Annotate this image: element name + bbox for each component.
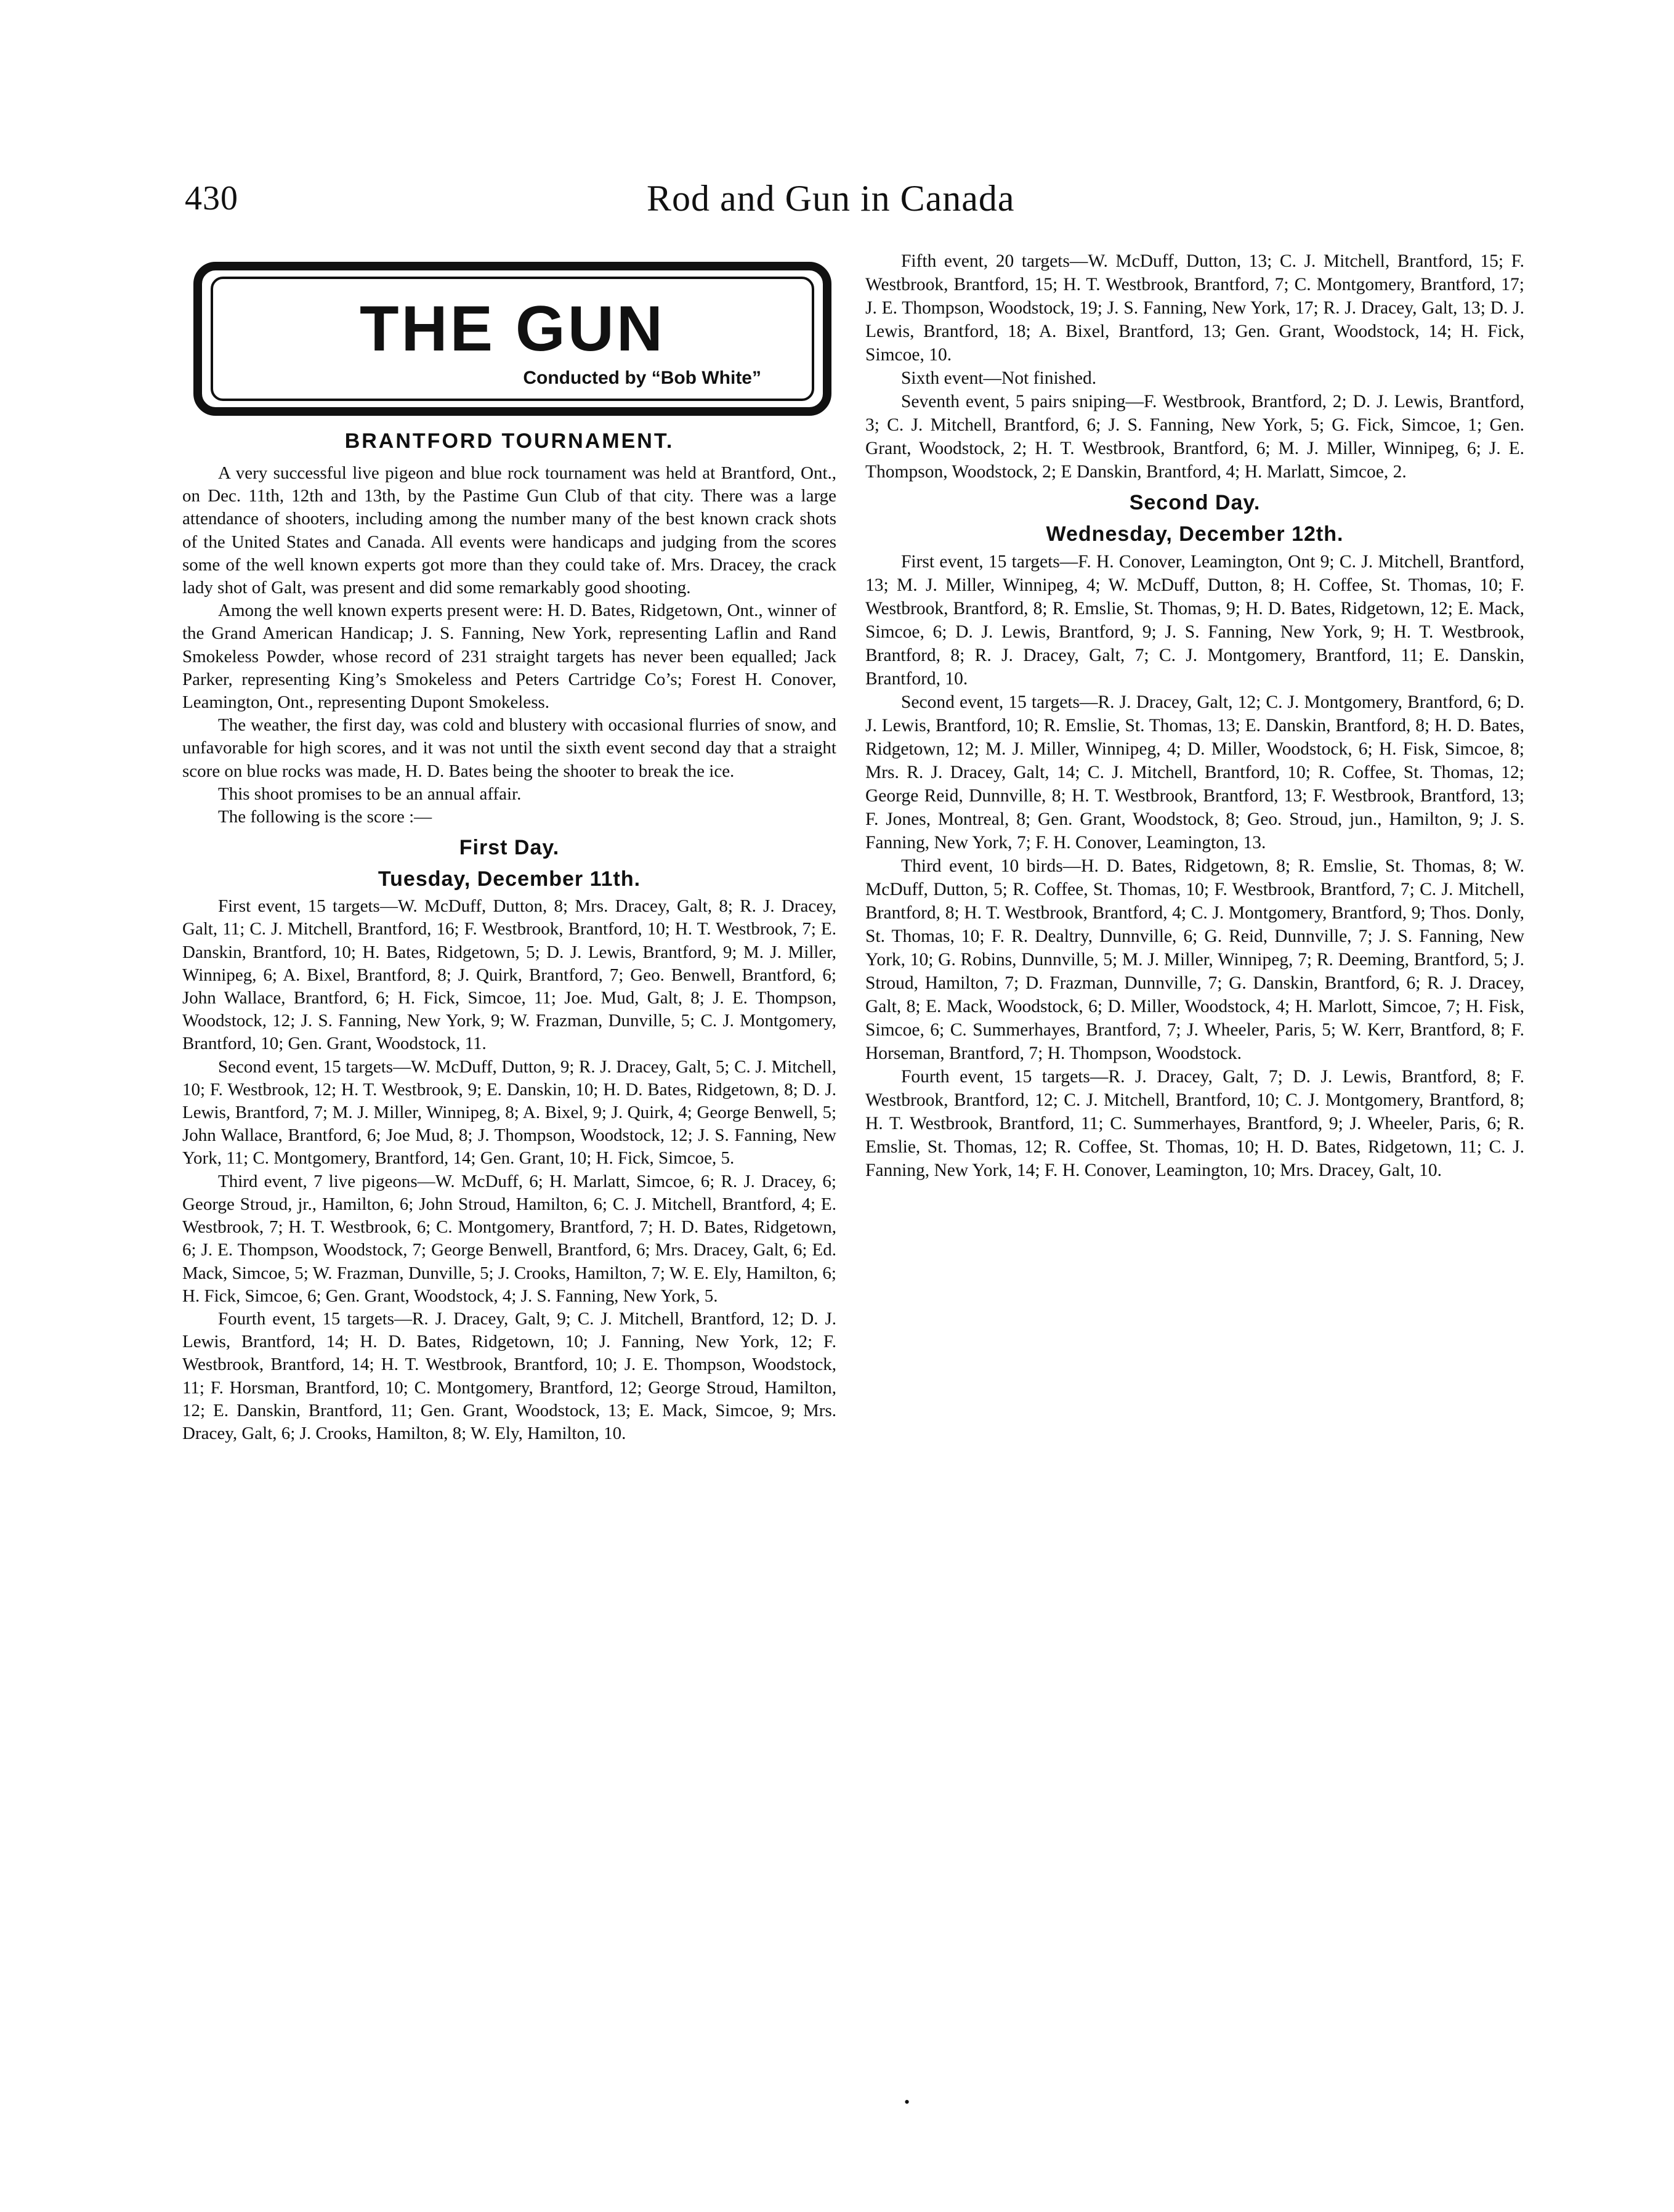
left-column [182, 262, 836, 1445]
event-result: Fifth event, 20 targets—W. McDuff, Dutton, 13; C. J. Mitchell, Brantford, 15; F. Westbrook, Brantford, 15; H. T. Westbrook, Brantford, 7; C. Montgomery, Brantford, 17; J. E. Thompson, Woodstock, 19; J. S. Fanning, New York, 17; R. J. Dracey, Galt, 13; D. J. Lewis, Brantford, 18; A. Bixel, Brantford, 13; Gen. Grant, Woodstock, 14; H. Fick, Simcoe, 10. [865, 251, 1524, 365]
section-banner [193, 262, 831, 416]
day-heading: First Day. [459, 836, 560, 860]
day-heading: Second Day. [1129, 491, 1261, 514]
event-result: Fourth event, 15 targets—R. J. Dracey, Galt, 7; D. J. Lewis, Brantford, 8; F. Westbrook, Brantford, 12; C. J. Mitchell, Brantford, 10; C. J. Montgomery, Brantford, 8; H. T. Westbrook, Brantford, 11; C. Summerhayes, Brantford, 9; J. Wheeler, Paris, 6; R. Emslie, St. Thomas, 12; R. Coffee, St. Thomas, 10; H. D. Bates, Ridgetown, 11; C. J. Fanning, New York, 14; F. H. Conover, Leamington, 10; Mrs. Dracey, Galt, 10. [865, 1067, 1524, 1180]
intro-paragraph: Among the well known experts present were: H. D. Bates, Ridgetown, Ont., winner of the Grand American Handicap; J. S. Fanning, New York, representing Laflin and Rand Smokeless Powder, whose record of 231 straight targets has never been equalled; Jack Parker, representing King’s Smokeless and Peters Cartridge Co’s; Forest H. Conover, Leamington, Ont., representing Dupont Smokeless. [182, 601, 836, 713]
event-result: Second event, 15 targets—W. McDuff, Dutton, 9; R. J. Dracey, Galt, 5; C. J. Mitchell, 10; F. Westbrook, 12; H. T. Westbrook, 9; E. Danskin, 10; H. D. Bates, Ridgetown, 8; D. J. Lewis, Brantford, 7; M. J. Miller, Winnipeg, 8; A. Bixel, 9; J. Quirk, 4; George Benwell, 5; John Wallace, Brantford, 6; Joe Mud, 8; J. Thompson, Woodstock, 12; J. S. Fanning, New York, 11; C. Montgomery, Brantford, 14; Gen. Grant, 10; H. Fick, Simcoe, 5. [182, 1056, 836, 1169]
article-title: BRANTFORD TOURNAMENT. [344, 429, 674, 453]
event-result: Second event, 15 targets—R. J. Dracey, Galt, 12; C. J. Montgomery, Brantford, 6; D. J. Lewis, Brantford, 10; R. Emslie, St. Thomas, 13; E. Danskin, Brantford, 8; H. D. Bates, Ridgetown, 12; M. J. Miller, Winnipeg, 4; D. Miller, Woodstock, 6; H. Fisk, Simcoe, 8; Mrs. R. J. Dracey, Galt, 14; C. J. Mitchell, Brantford, 10; R. Coffee, St. Thomas, 12; George Reid, Dunnville, 8; H. T. Westbrook, Brantford, 13; F. Westbrook, Brantford, 13; F. Jones, Montreal, 8; Gen. Grant, Woodstock, 8; Geo. Stroud, jun., Hamilton, 9; J. S. Fanning, New York, 7; F. H. Conover, Leamington, 13. [865, 692, 1524, 853]
intro-paragraph: The weather, the first day, was cold and blustery with occasional flurries of snow, and unfavorable for high scores, and it was not until the sixth event second day that a straight score on blue rocks was made, H. D. Bates being the shooter to break the ice. [182, 715, 836, 781]
event-result: Third event, 10 birds—H. D. Bates, Ridgetown, 8; R. Emslie, St. Thomas, 8; W. McDuff, Dutton, 5; R. Coffee, St. Thomas, 10; F. Westbrook, Brantford, 7; C. J. Mitchell, Brantford, 8; H. T. Westbrook, Brantford, 4; C. J. Montgomery, Brantford, 9; Thos. Donly, St. Thomas, 10; F. R. Dealtry, Dunnville, 6; G. Reid, Dunnville, 7; J. S. Fanning, New York, 10; G. Robins, Dunnville, 5; M. J. Miller, Winnipeg, 7; R. Deeming, Brantford, 5; J. Stroud, Hamilton, 7; D. Frazman, Dunnville, 7; G. Danskin, Brantford, 6; R. J. Dracey, Galt, 8; E. Mack, Woodstock, 6; D. Miller, Woodstock, 4; H. Marlott, Simcoe, 7; H. Fisk, Simcoe, 6; C. Summerhayes, Brantford, 7; J. Wheeler, Paris, 5; W. Kerr, Brantford, 8; F. Horseman, Brantford, 7; H. Thompson, Woodstock. [865, 856, 1524, 1063]
day-date: Tuesday, December 11th. [378, 867, 641, 891]
event-result: First event, 15 targets—F. H. Conover, Leamington, Ont 9; C. J. Mitchell, Brantford, 13; M. J. Miller, Winnipeg, 4; W. McDuff, Dutton, 8; H. Coffee, St. Thomas, 10; F. Westbrook, Brantford, 8; R. Emslie, St. Thomas, 9; H. D. Bates, Ridgetown, 12; E. Mack, Simcoe, 6; D. J. Lewis, Brantford, 9; J. S. Fanning, New York, 9; H. T. Westbrook, Brantford, 8; R. J. Dracey, Galt, 7; C. J. Montgomery, Brantford, 11; E. Danskin, Brantford, 10. [865, 552, 1524, 689]
intro-paragraph: The following is the score :— [218, 807, 432, 827]
banner-title: THE GUN [360, 293, 665, 365]
event-result: Fourth event, 15 targets—R. J. Dracey, Galt, 9; C. J. Mitchell, Brantford, 12; D. J. Lewis, Brantford, 14; H. D. Bates, Ridgetown, 10; J. Fanning, New York, 12; F. Westbrook, Brantford, 14; H. T. Westbrook, Brantford, 10; J. E. Thompson, Woodstock, 11; F. Horsman, Brantford, 10; C. Montgomery, Brantford, 12; George Stroud, Hamilton, 12; E. Danskin, Brantford, 11; Gen. Grant, Woodstock, 13; E. Mack, Simcoe, 9; Mrs. Dracey, Galt, 6; J. Crooks, Hamilton, 8; W. Ely, Hamilton, 10. [182, 1308, 836, 1443]
running-title: Rod and Gun in Canada [647, 178, 1015, 219]
intro-paragraph: A very successful live pigeon and blue rock tournament was held at Brantford, Ont., on Dec. 11th, 12th and 13th, by the Pastime Gun Club of that city. There was a large attendance of shooters, including among the number many of the best known crack shots of the United States and Canada. All events were handicaps and judging from the scores some of the well known experts got more than they could take of. Mrs. Dracey, the crack lady shot of Galt, was present and did some remarkably good shooting. [182, 463, 836, 598]
event-result: Third event, 7 live pigeons—W. McDuff, 6; H. Marlatt, Simcoe, 6; R. J. Dracey, 6; George Stroud, jr., Hamilton, 6; John Stroud, Hamilton, 6; C. J. Mitchell, Brantford, 4; E. Westbrook, 7; H. T. Westbrook, 6; C. Montgomery, Brantford, 7; H. D. Bates, Ridgetown, 6; J. E. Thompson, Woodstock, 7; George Benwell, Brantford, 6; Mrs. Dracey, Galt, 6; Ed. Mack, Simcoe, 5; W. Frazman, Dunville, 5; J. Crooks, Hamilton, 7; W. E. Ely, Hamilton, 6; H. Fick, Simcoe, 6; Gen. Grant, Woodstock, 4; J. S. Fanning, New York, 5. [182, 1171, 836, 1306]
event-result: Sixth event—Not finished. [901, 368, 1097, 388]
day-date: Wednesday, December 12th. [1046, 522, 1344, 546]
right-column [865, 249, 1524, 1182]
intro-paragraph: This shoot promises to be an annual affair. [218, 784, 522, 804]
event-result: Seventh event, 5 pairs sniping—F. Westbrook, Brantford, 2; D. J. Lewis, Brantford, 3; C. J. Mitchell, Brantford, 6; J. S. Fanning, New York, 5; G. Fick, Simcoe, 1; Gen. Grant, Woodstock, 2; H. T. Westbrook, Brantford, 6; M. J. Miller, Winnipeg, 6; J. E. Thompson, Woodstock, 2; E Danskin, Brantford, 4; H. Marlatt, Simcoe, 2. [865, 392, 1524, 482]
page-number: 430 [185, 179, 238, 217]
footer-mark: • [904, 2093, 910, 2111]
banner-subtitle: Conducted by “Bob White” [523, 368, 761, 388]
event-result: First event, 15 targets—W. McDuff, Dutton, 8; Mrs. Dracey, Galt, 8; R. J. Dracey, Galt, 11; C. J. Mitchell, Brantford, 16; F. Westbrook, Brantford, 10; H. T. Westbrook, 7; E. Danskin, Brantford, 10; H. Bates, Ridgetown, 5; D. J. Lewis, Brantford, 9; M. J. Miller, Winnipeg, 6; A. Bixel, Brantford, 8; J. Quirk, Brantford, 7; Geo. Benwell, Brantford, 6; John Wallace, Brantford, 6; H. Fick, Simcoe, 11; Joe. Mud, Galt, 8; J. E. Thompson, Woodstock, 12; J. S. Fanning, New York, 9; W. Frazman, Dunville, 5; C. J. Montgomery, Brantford, 10; Gen. Grant, Woodstock, 11. [182, 896, 836, 1054]
